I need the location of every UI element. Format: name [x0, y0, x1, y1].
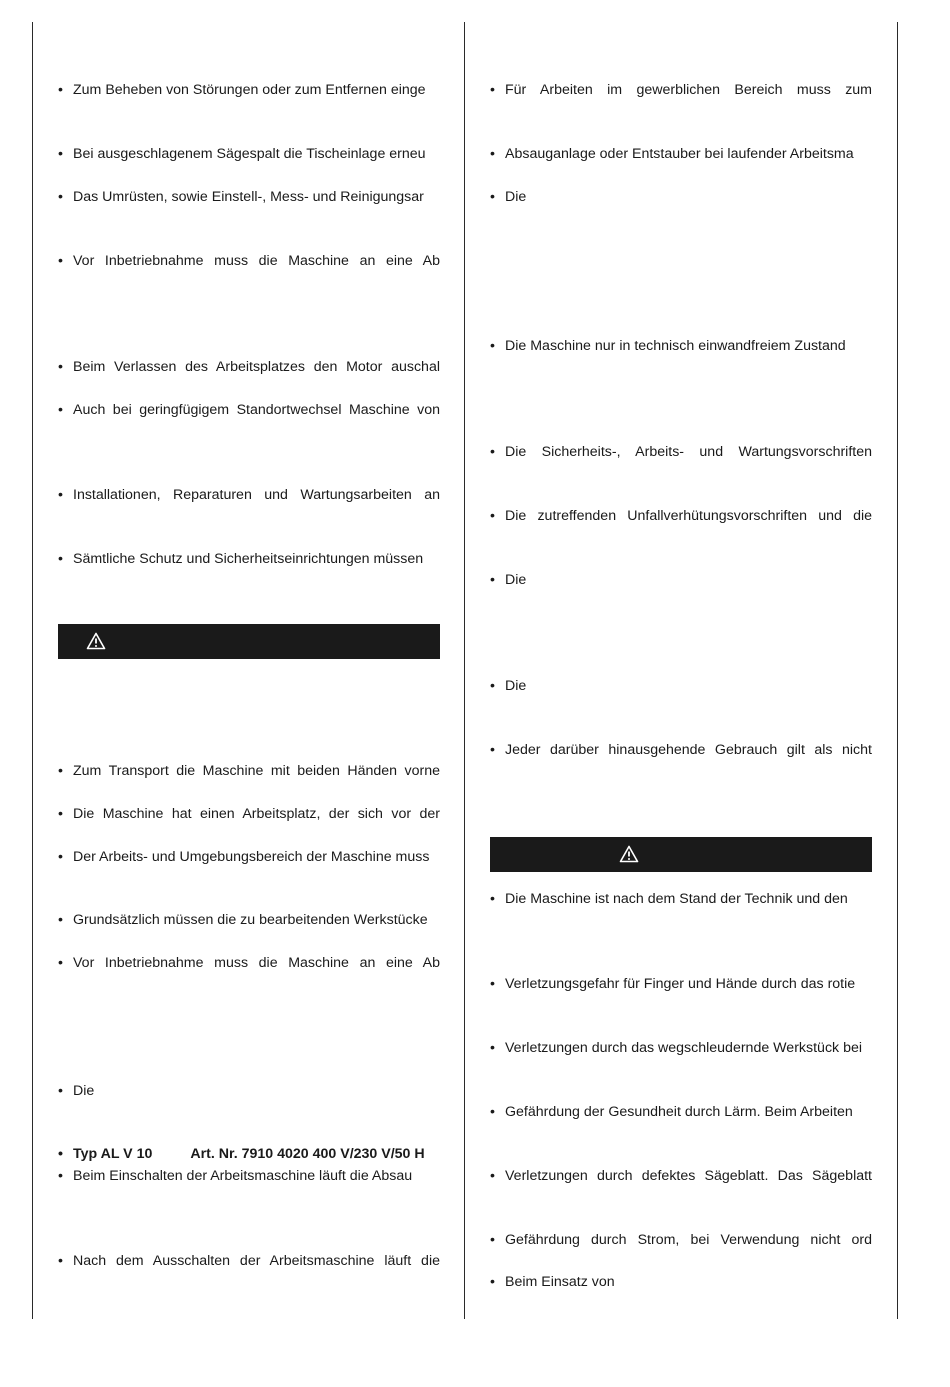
list-item: • Absauganlage oder Entstauber bei laufender Arbeitsma: [490, 145, 872, 163]
warning-header-bar-left: [58, 624, 440, 659]
list-item: • Bei ausgeschlagenem Sägespalt die Tischeinlage erneu: [58, 145, 440, 163]
list-item: • Die Sicherheits-, Arbeits- und Wartungsvorschriften: [490, 443, 872, 461]
list-item: • Die: [490, 677, 872, 695]
list-item: • Sämtliche Schutz und Sicherheitseinrichtungen müssen: [58, 550, 440, 568]
list-item: • Die: [490, 571, 872, 589]
column-divider-left: [32, 22, 33, 1319]
list-item: • Auch bei geringfügigem Standortwechsel Maschine von: [58, 401, 440, 419]
column-divider-center: [464, 22, 465, 1319]
list-item: • Die Maschine ist nach dem Stand der Technik und den: [490, 890, 872, 908]
list-item: • Grundsätzlich müssen die zu bearbeitenden Werkstücke: [58, 911, 440, 929]
type-spec-line: [58, 1145, 440, 1163]
list-item: • Die: [490, 188, 872, 206]
warning-triangle-icon: [619, 845, 639, 863]
list-item: • Nach dem Ausschalten der Arbeitsmaschine läuft die: [58, 1252, 440, 1270]
article-number: Art. Nr. 7910 4020 400 V/230 V/50 H: [190, 1146, 425, 1162]
list-item: • Verletzungsgefahr für Finger und Hände durch das rotie: [490, 975, 872, 993]
list-item: • Der Arbeits- und Umgebungsbereich der Maschine muss: [58, 848, 440, 866]
list-item: • Jeder darüber hinausgehende Gebrauch gilt als nicht: [490, 741, 872, 759]
warning-triangle-icon: [86, 632, 106, 650]
list-item: • Verletzungen durch defektes Sägeblatt. Das Sägeblatt: [490, 1167, 872, 1185]
list-item: • Gefährdung durch Strom, bei Verwendung nicht ord: [490, 1231, 872, 1249]
list-item: • Zum Beheben von Störungen oder zum Entfernen einge: [58, 81, 440, 99]
list-item: • Gefährdung der Gesundheit durch Lärm. Beim Arbeiten: [490, 1103, 872, 1121]
list-item: • Die Maschine hat einen Arbeitsplatz, der sich vor der: [58, 805, 440, 823]
column-divider-right: [897, 22, 898, 1319]
list-item: • Zum Transport die Maschine mit beiden Händen vorne: [58, 762, 440, 780]
list-item: • Die: [58, 1082, 440, 1100]
list-item: • Für Arbeiten im gewerblichen Bereich muss zum: [490, 81, 872, 99]
list-item: • Vor Inbetriebnahme muss die Maschine an eine Ab: [58, 954, 440, 972]
list-item: • Verletzungen durch das wegschleudernde Werkstück bei: [490, 1039, 872, 1057]
warning-header-bar-right: [490, 837, 872, 872]
list-item: • Beim Einsatz von: [490, 1273, 872, 1291]
type-label: Typ AL V 10: [73, 1146, 153, 1162]
list-item: • Installationen, Reparaturen und Wartungsarbeiten an: [58, 486, 440, 504]
list-item: • Die Maschine nur in technisch einwandfreiem Zustand: [490, 337, 872, 355]
list-item: • Das Umrüsten, sowie Einstell-, Mess- und Reinigungsar: [58, 188, 440, 206]
list-item: • Beim Verlassen des Arbeitsplatzes den Motor auschal: [58, 358, 440, 376]
list-item: • Vor Inbetriebnahme muss die Maschine an eine Ab: [58, 252, 440, 270]
list-item: • Beim Einschalten der Arbeitsmaschine läuft die Absau: [58, 1167, 440, 1185]
list-item: • Die zutreffenden Unfallverhütungsvorschriften und die: [490, 507, 872, 525]
